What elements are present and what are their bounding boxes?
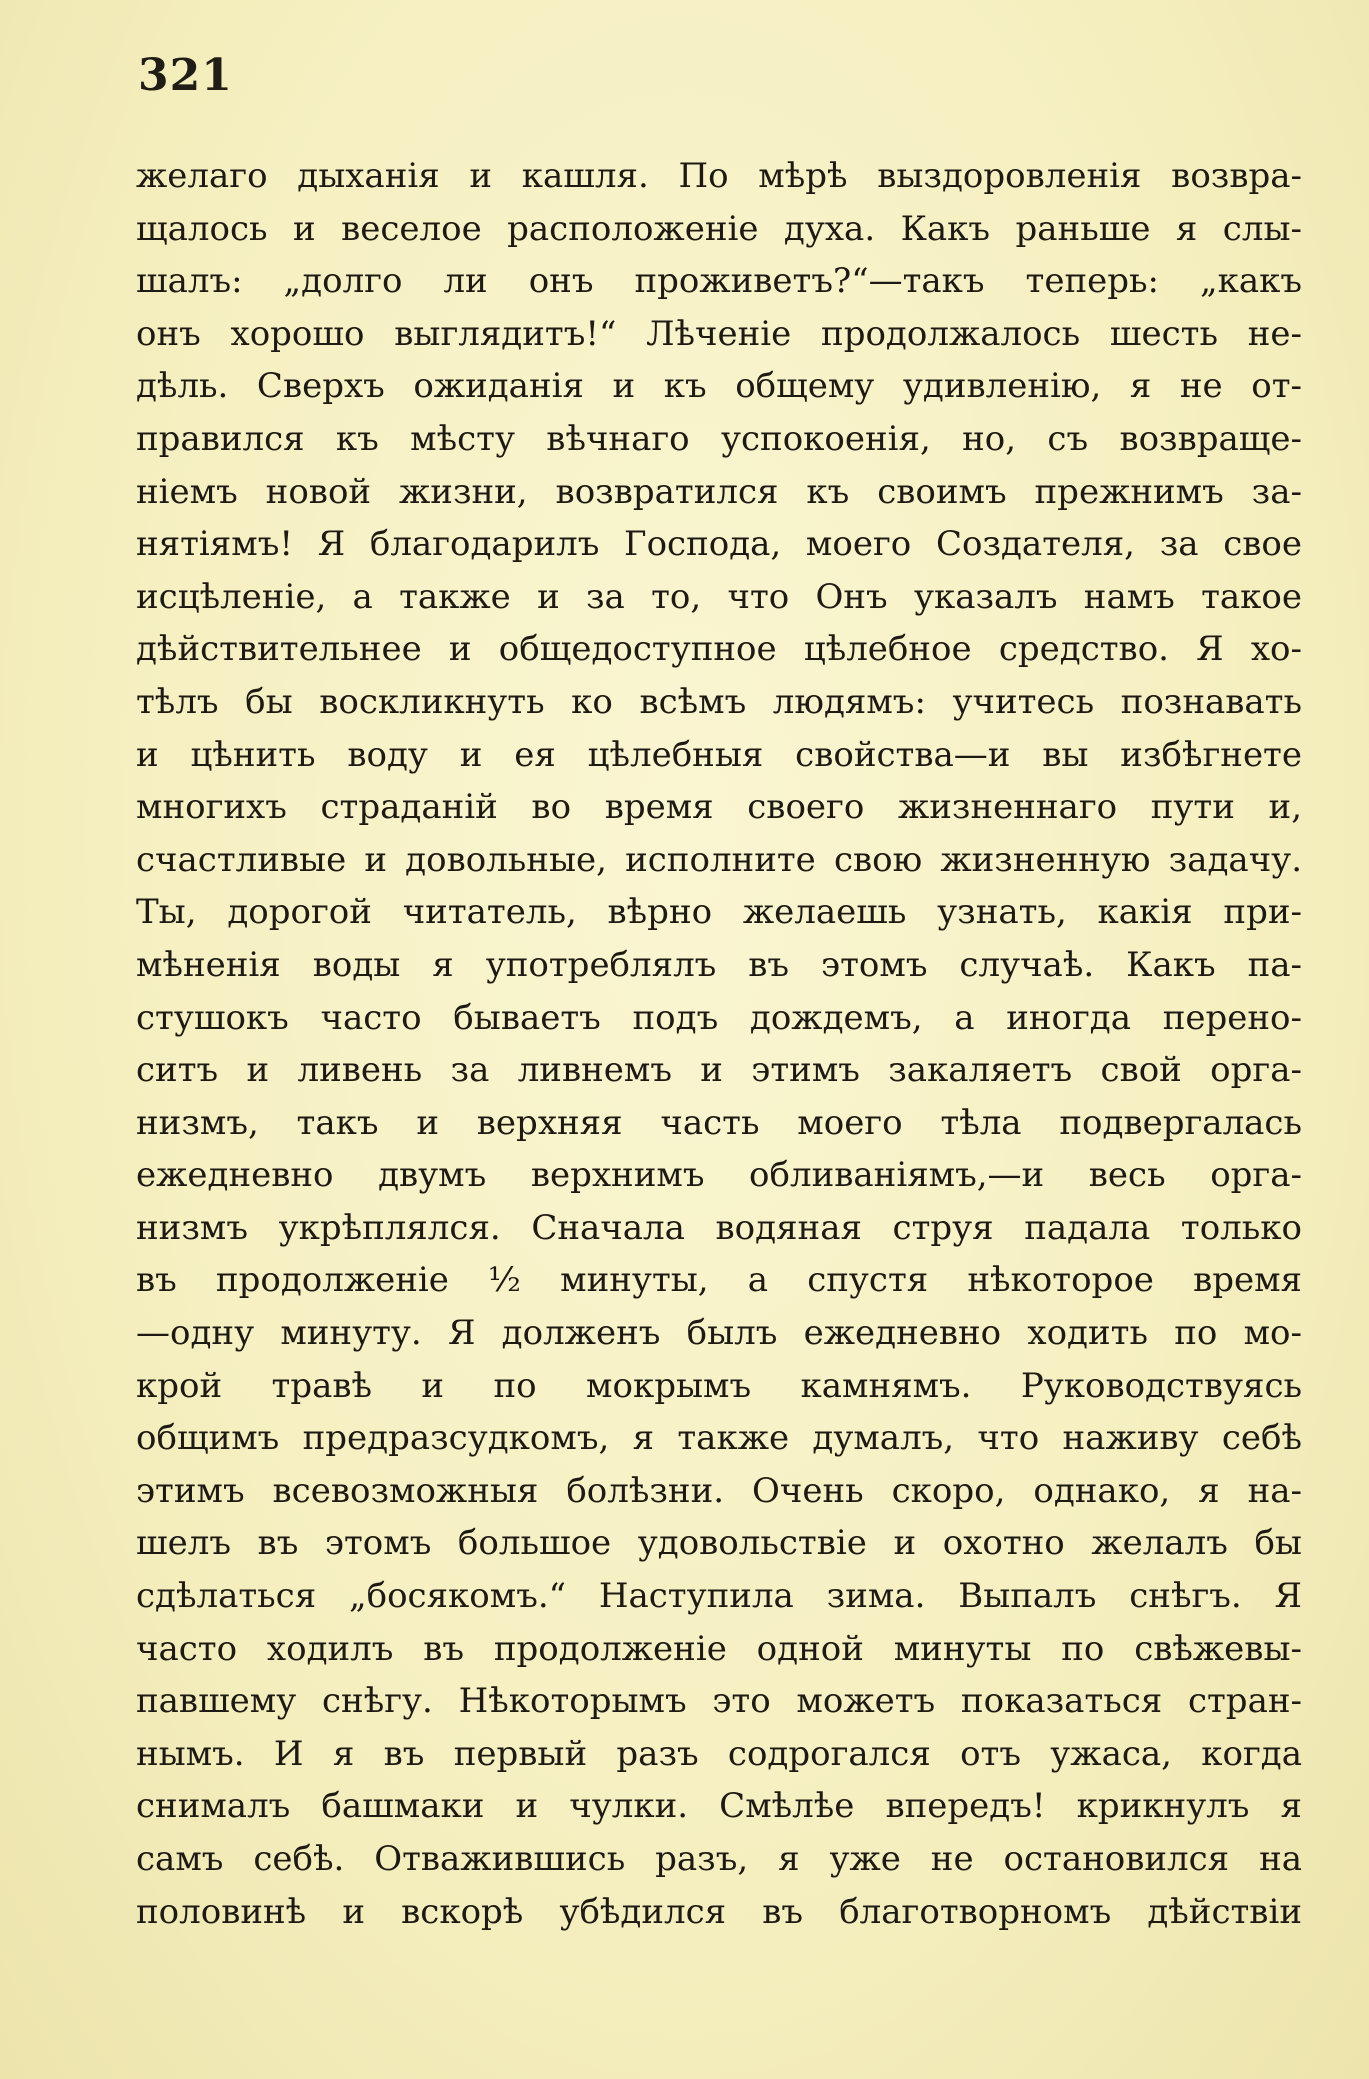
page-number: 321 [138, 50, 233, 101]
text-line: сдѣлаться „босякомъ.“ Наступила зима. Выпалъ снѣгъ. Я [136, 1576, 1302, 1617]
text-line: и цѣнить воду и ея цѣлебныя свойства—и вы избѣгнете [136, 734, 1302, 775]
text-line: —одну минуту. Я долженъ былъ ежедневно ходить по мо- [136, 1313, 1302, 1354]
text-line: половинѣ и вскорѣ убѣдился въ благотворномъ дѣйствіи [136, 1891, 1302, 1932]
body-text [136, 150, 1302, 1938]
text-line: правился къ мѣсту вѣчнаго успокоенія, но, съ возвраще- [136, 418, 1302, 459]
text-line: павшему снѣгу. Нѣкоторымъ это можетъ показаться стран- [136, 1681, 1302, 1722]
text-line: часто ходилъ въ продолженіе одной минуты по свѣжевы- [136, 1628, 1302, 1669]
text-line: ситъ и ливень за ливнемъ и этимъ закаляетъ свой орга- [136, 1050, 1302, 1091]
text-line: низмъ укрѣплялся. Сначала водяная струя падала только [136, 1207, 1302, 1248]
text-line: щалось и веселое расположеніе духа. Какъ раньше я слы- [136, 208, 1302, 249]
text-line: желаго дыханія и кашля. По мѣрѣ выздоровленія возвра- [136, 156, 1302, 196]
text-line: самъ себѣ. Отважившись разъ, я уже не остановился на [136, 1839, 1302, 1879]
text-line: шалъ: „долго ли онъ проживетъ?“—такъ теперь: „какъ [136, 261, 1302, 302]
text-line: въ продолженіе ½ минуты, а спустя нѣкоторое время [136, 1260, 1302, 1301]
text-line: счастливые и довольные, исполните свою жизненную задачу. [136, 839, 1302, 880]
text-line: нымъ. И я въ первый разъ содрогался отъ ужаса, когда [136, 1733, 1302, 1774]
text-line: низмъ, такъ и верхняя часть моего тѣла подвергалась [136, 1102, 1302, 1143]
text-line: ежедневно двумъ верхнимъ обливаніямъ,—и весь орга- [136, 1155, 1302, 1196]
text-line: этимъ всевозможныя болѣзни. Очень скоро, однако, я на- [136, 1470, 1302, 1511]
text-line: многихъ страданій во время своего жизненнаго пути и, [136, 787, 1302, 828]
text-line: стушокъ часто бываетъ подъ дождемъ, а иногда перено- [136, 997, 1302, 1038]
text-line: снималъ башмаки и чулки. Смѣлѣе впередъ! крикнулъ я [136, 1786, 1302, 1827]
text-line: Ты, дорогой читатель, вѣрно желаешь узнать, какія при- [136, 892, 1302, 933]
text-line: общимъ предразсудкомъ, я также думалъ, что наживу себѣ [136, 1418, 1302, 1459]
text-line: тѣлъ бы воскликнуть ко всѣмъ людямъ: учитесь познавать [136, 681, 1302, 722]
text-line: шелъ въ этомъ большое удовольствіе и охотно желалъ бы [136, 1523, 1302, 1564]
text-line: дѣль. Сверхъ ожиданія и къ общему удивленію, я не от- [136, 366, 1302, 407]
text-line: дѣйствительнее и общедоступное цѣлебное средство. Я хо- [136, 629, 1302, 670]
text-line: крой травѣ и по мокрымъ камнямъ. Руководствуясь [136, 1365, 1302, 1406]
text-line: исцѣленіе, а также и за то, что Онъ указалъ намъ такое [136, 576, 1302, 617]
text-line: онъ хорошо выглядитъ!“ Лѣченіе продолжалось шесть не- [136, 313, 1302, 354]
text-line: ніемъ новой жизни, возвратился къ своимъ прежнимъ за- [136, 471, 1302, 512]
text-line: нятіямъ! Я благодарилъ Господа, моего Создателя, за свое [136, 524, 1302, 565]
text-line: мѣненія воды я употреблялъ въ этомъ случаѣ. Какъ па- [136, 944, 1302, 985]
